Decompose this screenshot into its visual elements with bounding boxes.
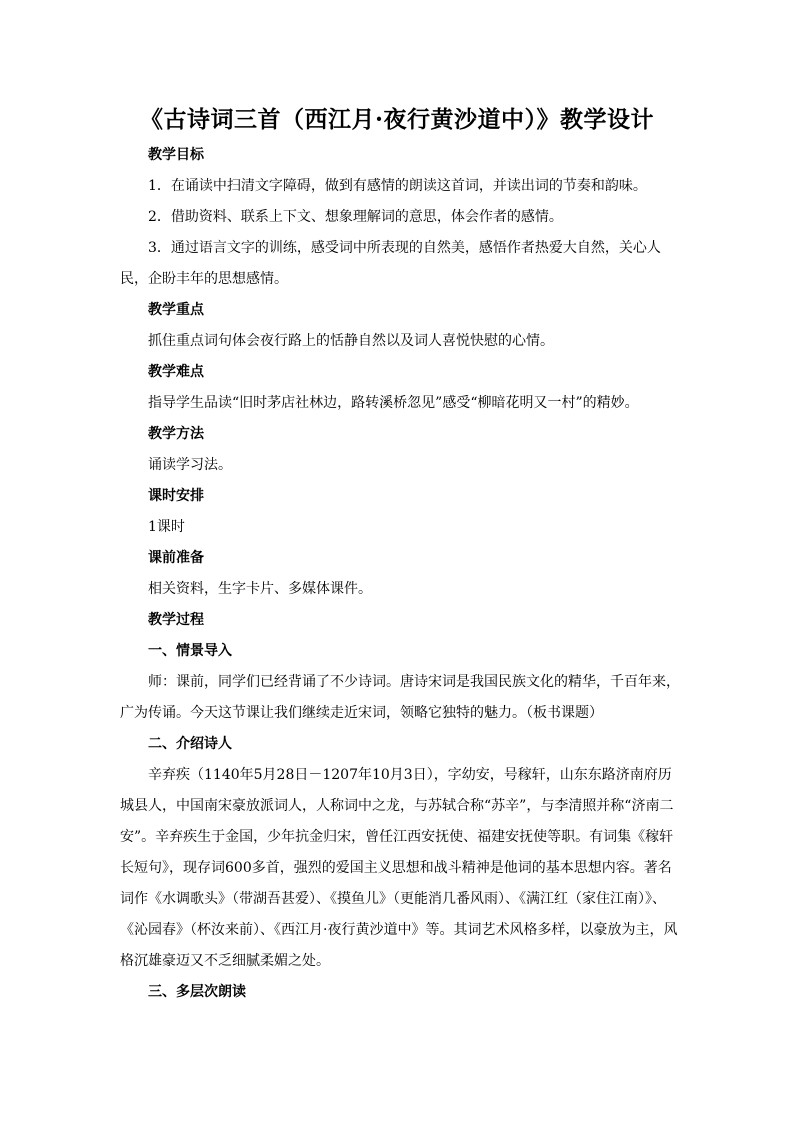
section-heading: 教学重点: [148, 302, 204, 318]
section-heading: 教学目标: [148, 147, 204, 163]
body-paragraph: 2．借助资料、联系上下文、想象理解词的意思，体会作者的感情。: [148, 209, 563, 225]
body-paragraph: 相关资料，生字卡片、多媒体课件。: [148, 581, 372, 597]
body-paragraph: 指导学生品读“旧时茅店社林边，路转溪桥忽见”感受“柳暗花明又一村”的精妙。: [148, 395, 639, 411]
section-heading: 教学方法: [148, 426, 204, 442]
section-heading: 课时安排: [148, 488, 204, 504]
document-title: 《古诗词三首（西江月·夜行黄沙道中）》教学设计: [139, 106, 654, 133]
body-paragraph: 诵读学习法。: [148, 457, 232, 473]
section-heading: 二、介绍诗人: [148, 736, 232, 752]
body-paragraph: 1．在诵读中扫清文字障碍，做到有感情的朗读这首词，并读出词的节奏和韵味。: [148, 178, 647, 194]
body-paragraph: 师：课前，同学们已经背诵了不少诗词。唐诗宋词是我国民族文化的精华，千百年来，广为传诵。今天这节课让我们继续走近宋词，领略它独特的魅力。（板书课题）: [120, 674, 680, 721]
body-paragraph: 抓住重点词句体会夜行路上的恬静自然以及词人喜悦快慰的心情。: [148, 333, 554, 349]
body-paragraph: 3．通过语言文字的训练，感受词中所表现的自然美，感悟作者热爱大自然，关心人民，企盼丰年的思想感情。: [120, 240, 661, 287]
section-heading: 课前准备: [148, 550, 204, 566]
section-heading: 一、情景导入: [148, 643, 232, 659]
section-heading: 三、多层次朗读: [148, 984, 246, 1000]
document-body: [120, 140, 680, 1008]
body-paragraph: 辛弃疾（1140年5月28日－1207年10月3日），字幼安，号稼轩，山东东路济南府历城县人，中国南宋豪放派词人，人称词中之龙，与苏轼合称“苏辛”，与李清照并称“济南二安”。辛弃疾生于金国，少年抗金归宋，曾任江西安抚使、福建安抚使等职。有词集《稼轩长短句》，现存词600多首，强烈的爱国主义思想和战斗精神是他词的基本思想内容。著名词作《水调歌头》（带湖吾甚爱）、《摸鱼儿》（更能消几番风雨）、《满江红（家住江南）》、《沁园春》（杯汝来前）、《西江月·夜行黄沙道中》等。其词艺术风格多样，以豪放为主，风格沉雄豪迈又不乏细腻柔媚之处。: [120, 767, 678, 969]
section-heading: 教学难点: [148, 364, 204, 380]
section-heading: 教学过程: [148, 612, 204, 628]
body-paragraph: 1课时: [148, 519, 185, 535]
